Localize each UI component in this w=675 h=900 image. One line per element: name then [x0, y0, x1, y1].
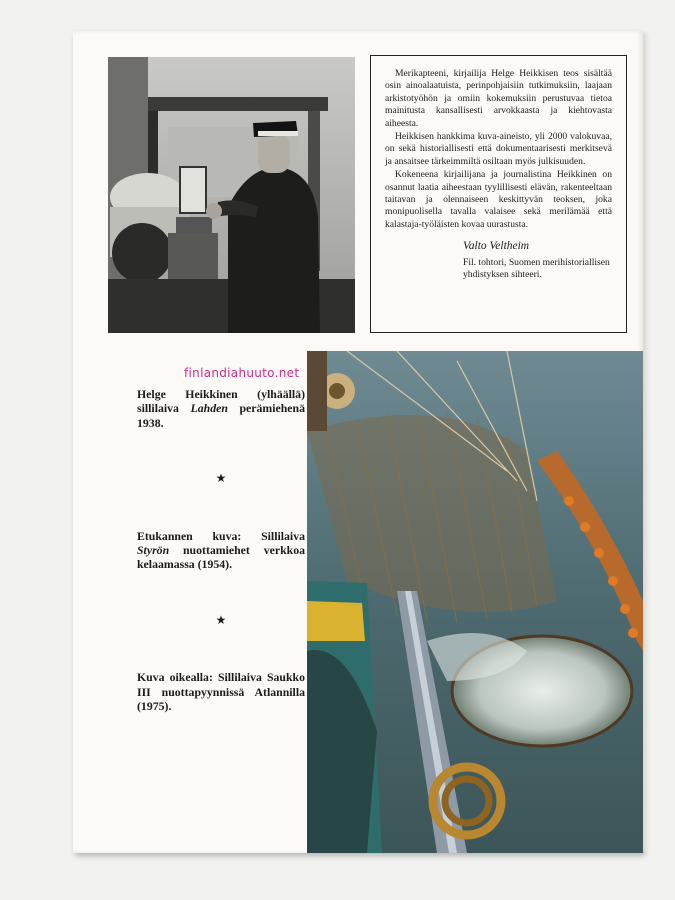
quote-paragraph-2: Heikkisen hankkima kuva-aineisto, yli 2000 valokuvaa, on sekä historiallisesti että dokumentaarisesti merkitsevä ja ansaitsee tärkeimmiltä osiltaan myös julkisuuden.	[385, 131, 612, 167]
caption1-ship-name: Lahden	[190, 401, 228, 416]
quote-author: Valto Veltheim	[463, 240, 530, 253]
star-divider-2: ★	[215, 612, 227, 627]
caption2-ship-name: Styrön	[137, 543, 170, 558]
review-quote-box	[370, 55, 627, 333]
caption1-text-b: perämiehenä 1938.	[137, 401, 306, 430]
caption2-text-b: nuottamiehet verkkoa kelaamassa (1954).	[137, 543, 305, 572]
trawler-net-photo	[307, 351, 643, 853]
caption-front-cover	[137, 529, 305, 572]
caption-right-photo: Kuva oikealla: Sillilaiva Saukko III nuottapyynnissä Atlannilla (1975).	[137, 670, 305, 714]
caption-column	[137, 387, 305, 713]
captain-photo	[108, 57, 355, 333]
quote-author-role: Fil. tohtori, Suomen merihistoriallisen yhdistyksen sihteeri.	[463, 256, 610, 280]
quote-paragraph-3: Kokeneena kirjailijana ja journalistina Heikkinen on osannut laatia aiheestaan tyylillisesti elävän, rakenteeltaan taitavan ja olennaiseen keskittyvän teoksen, joka monipuolisella tavalla valaisee sekä merilämää että kalastaja-työläisten kovaa uurastusta.	[385, 169, 612, 230]
star-divider-1: ★	[215, 471, 227, 486]
book-back-cover	[73, 31, 643, 853]
caption-author-photo	[137, 387, 305, 430]
caption2-text-a: Etukannen kuva: Sillilaiva	[137, 528, 305, 543]
watermark-text: finlandiahuuto.net	[184, 366, 300, 380]
caption1-text-a: Helge Heikkinen (ylhäällä) sillilaiva	[137, 387, 305, 416]
quote-paragraph-1: Merikapteeni, kirjailija Helge Heikkisen teos sisältää osin ainoalaatuista, perinpohjaisiin tutkimuksiin, laajaan arkistotyöhön ja omiin kokemuksiin perustuvaa tietoa mainitusta kansallisesti arvokkaasta ja kiehtovasta aiheesta.	[385, 68, 612, 129]
